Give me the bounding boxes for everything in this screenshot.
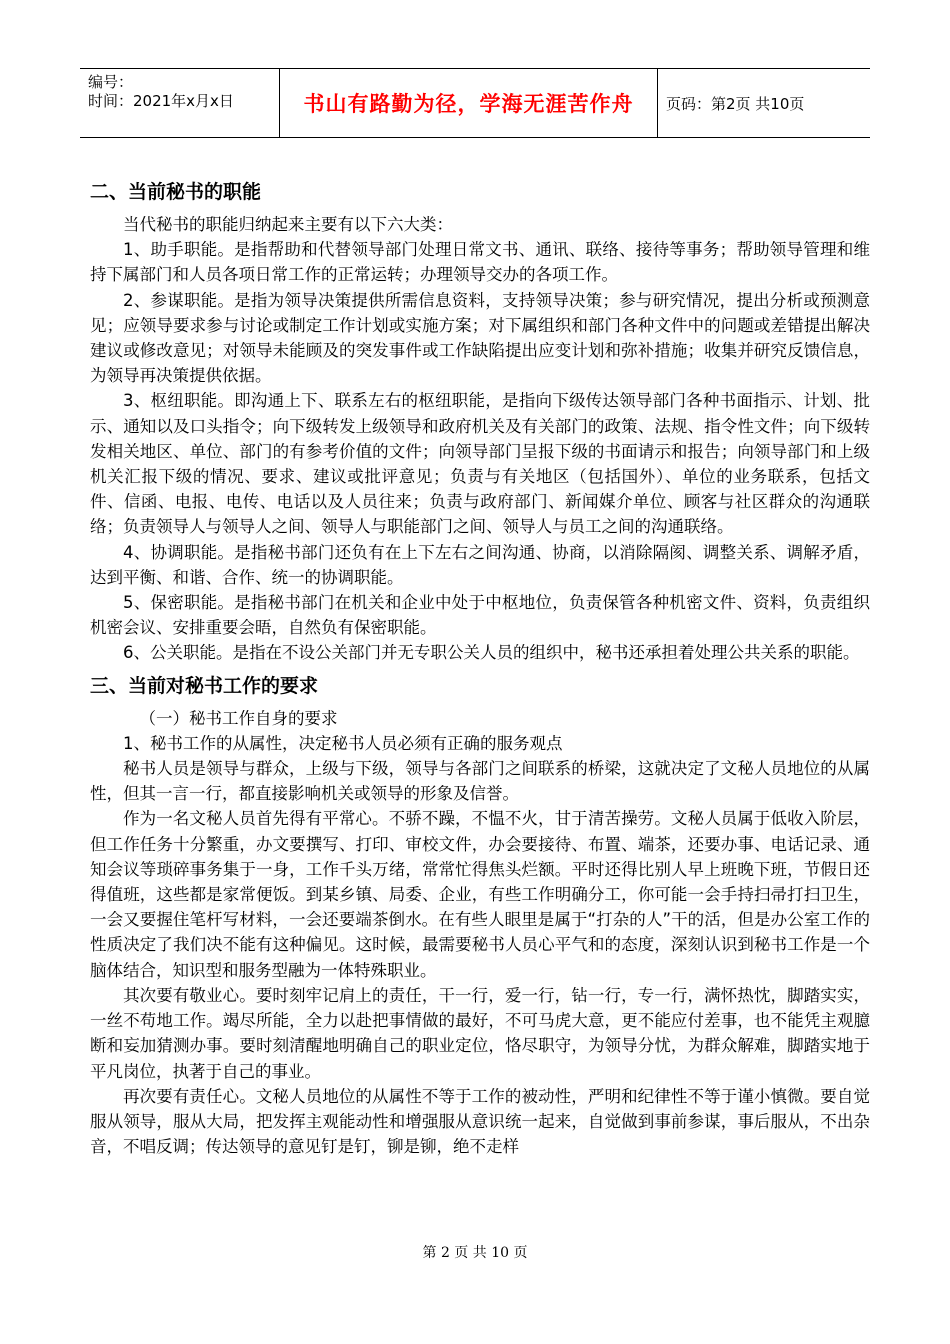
header-motto: 书山有路勤为径，学海无涯苦作舟 (280, 69, 658, 137)
paragraph: 3、枢纽职能。即沟通上下、联系左右的枢纽职能，是指向下级传达领导部门各种书面指示、计划、批示、通知以及口头指令；向下级转发上级领导和政府机关及有关部门的政策、法规、指令性文件；向下级转发相关地区、单位、部门的有参考价值的文件；向领导部门呈报下级的书面请示和报告；向领导部门和上级机关汇报下级的情况、要求、建议或批评意见；负责与有关地区（包括国外）、单位的业务联系，包括文件、信函、电报、电传、电话以及人员往来；负责与政府部门、新闻媒介单位、顾客与社区群众的沟通联络；负责领导人与领导人之间、领导人与职能部门之间、领导人与员工之间的沟通联络。 (90, 391, 870, 537)
paragraph: 6、公关职能。是指在不设公关部门并无专职公关人员的组织中，秘书还承担着处理公共关系的职能。 (123, 643, 860, 663)
number-label: 编号： (88, 73, 134, 91)
paragraph: 当代秘书的职能归纳起来主要有以下六大类： (123, 215, 453, 234)
paragraph: 再次要有责任心。文秘人员地位的从属性不等于工作的被动性，严明和纪律性不等于谨小慎微。要自觉服从领导，服从大局，把发挥主观能动性和增强服从意识统一起来，自觉做到事前参谋，事后服从，不出杂音，不唱反调；传达领导的意见钉是钉，铆是铆，绝不走样 (90, 1086, 870, 1157)
section-heading: 三、当前对秘书工作的要求 (90, 674, 319, 697)
paragraph: 其次要有敬业心。要时刻牢记肩上的责任，干一行，爱一行，钻一行，专一行，满怀热忱，脚踏实实，一丝不苟地工作。竭尽所能，全力以赴把事情做的最好，不可马虎大意，更不能应付差事，也不能凭主观臆断和妄加猜测办事。要时刻清醒地明确自己的职业定位，恪尽职守，为领导分忧，为群众解难，脚踏实地于平凡岗位，执著于自己的事业。 (90, 985, 870, 1081)
subsection-heading: （一）秘书工作自身的要求 (139, 708, 338, 728)
header-meta (80, 69, 280, 137)
paragraph: 秘书人员是领导与群众，上级与下级，领导与各部门之间联系的桥梁，这就决定了文秘人员地位的从属性，但其一言一行，都直接影响机关或领导的形象及信誉。 (90, 759, 870, 804)
section-heading: 二、当前秘书的职能 (90, 181, 262, 203)
paragraph: 1、秘书工作的从属性，决定秘书人员必须有正确的服务观点 (123, 733, 563, 753)
paragraph: 5、保密职能。是指秘书部门在机关和企业中处于中枢地位，负责保管各种机密文件、资料，负责组织机密会议、安排重要会晤，自然负有保密职能。 (90, 593, 870, 638)
header-page-code: 页码：第2页 共10页 (666, 94, 805, 113)
page-footer: 第 2 页 共 10 页 (422, 1245, 528, 1261)
paragraph: 1、助手职能。是指帮助和代替领导部门处理日常文书、通讯、联络、接待等事务；帮助领导管理和维持下属部门和人员各项日常工作的正常运转；办理领导交办的各项工作。 (90, 240, 870, 285)
document-body (90, 176, 870, 1159)
paragraph: 4、协调职能。是指秘书部门还负有在上下左右之间沟通、协商，以消除隔阂、调整关系、调解矛盾，达到平衡、和谐、合作、统一的协调职能。 (90, 542, 870, 587)
paragraph: 2、参谋职能。是指为领导决策提供所需信息资料，支持领导决策；参与研究情况，提出分析或预测意见；应领导要求参与讨论或制定工作计划或实施方案；对下属组织和部门各种文件中的问题或差错提出解决建议或修改意见；对领导未能顾及的突发事件或工作缺陷提出应变计划和弥补措施；收集并研究反馈信息，为领导再决策提供依据。 (90, 290, 870, 386)
paragraph: 作为一名文秘人员首先得有平常心。不骄不躁，不愠不火，甘于清苦操劳。文秘人员属于低收入阶层，但工作任务十分繁重，办文要撰写、打印、审校文件，办会要接待、布置、端茶，还要办事、电话记录、通知会议等琐碎事务集于一身，工作千头万绪，常常忙得焦头烂额。平时还得比别人早上班晚下班，节假日还得值班，这些都是家常便饭。到某乡镇、局委、企业，有些工作明确分工，你可能一会手持扫帚打扫卫生，一会又要握住笔杆写材料，一会还要端茶倒水。在有些人眼里是属于“打杂的人”干的活，但是办公室工作的性质决定了我们决不能有这种偏见。这时候，最需要秘书人员心平气和的态度，深刻认识到秘书工作是一个脑体结合，知识型和服务型融为一体特殊职业。 (90, 809, 870, 980)
time-label: 时间：2021年x月x日 (88, 92, 234, 110)
page-header (80, 68, 870, 138)
